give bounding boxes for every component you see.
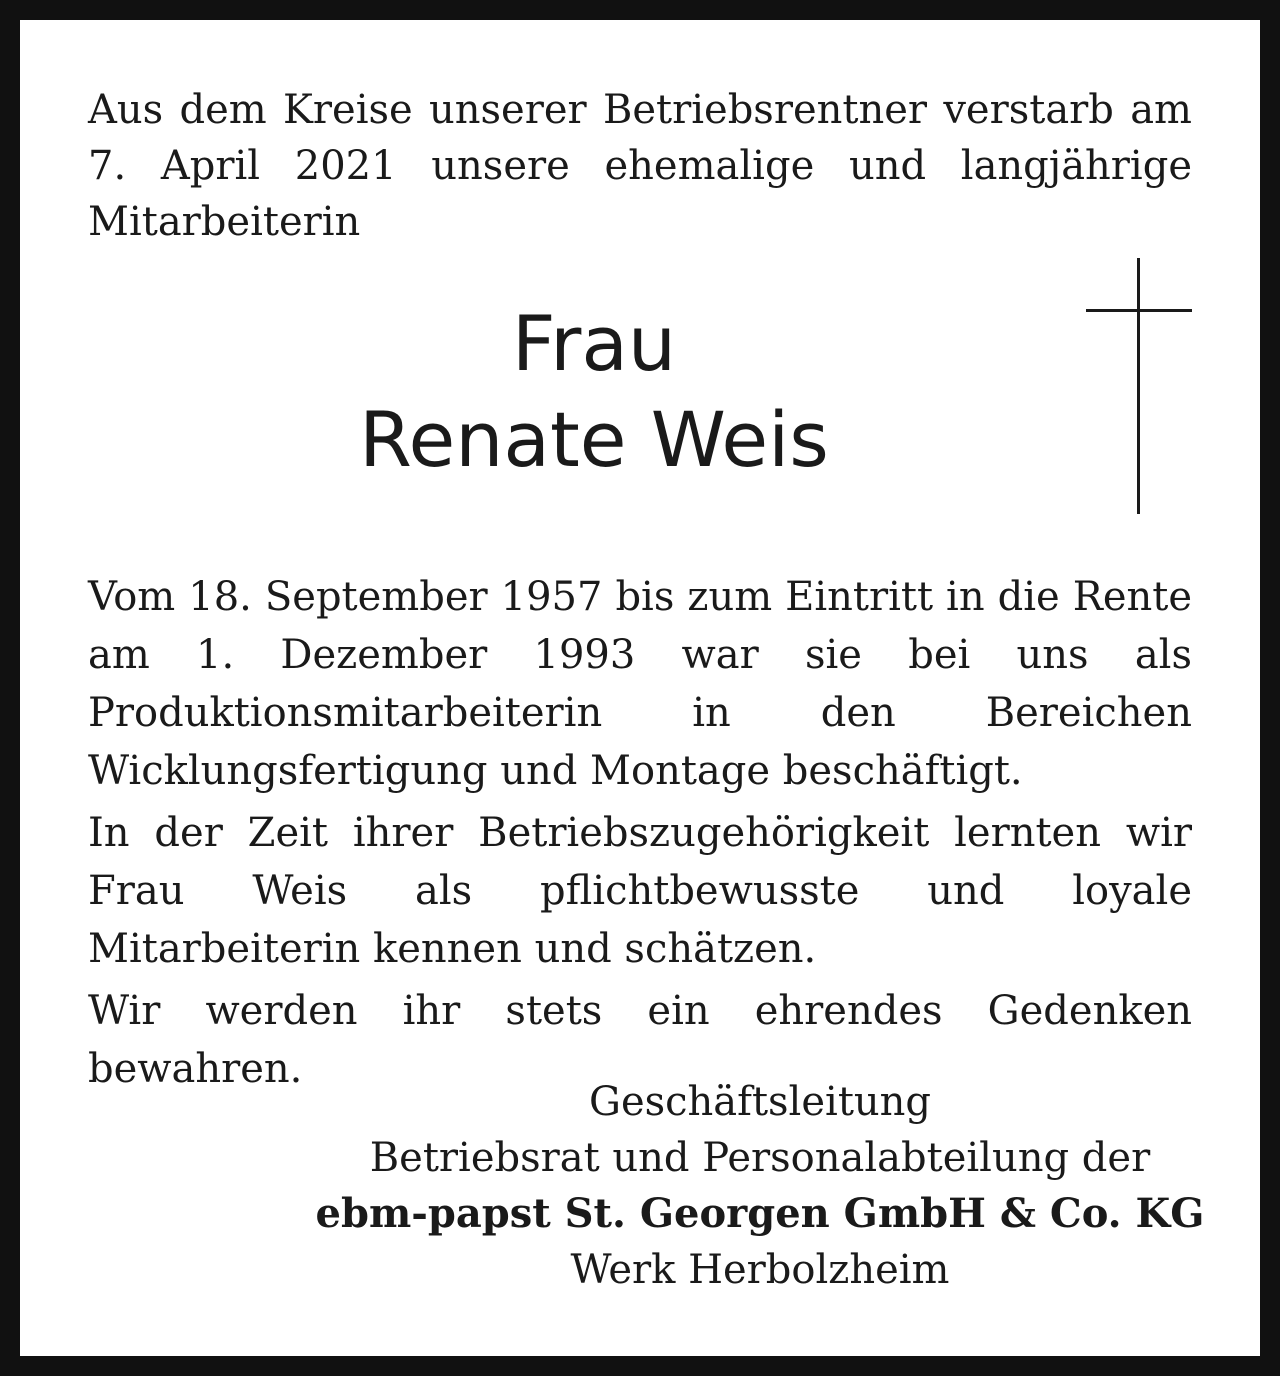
intro-text: Aus dem Kreise unserer Betriebsrentner verstarb am 7. April 2021 unsere ehemalige und langjährige Mitarbeiterin [88,87,1192,245]
paragraph-appreciation: In der Zeit ihrer Betriebszugehörigkeit lernten wir Frau Weis als pflichtbewusste und loyale Mitarbeiterin kennen und schätzen. [88,810,1192,972]
signature-location: Werk Herbolzheim [570,1247,950,1293]
signature-block [310,1074,1210,1298]
deceased-name: Renate Weis [359,395,829,484]
signature-management: Geschäftsleitung [588,1079,932,1125]
cross-icon [1086,258,1192,514]
signature-company: ebm-papst St. Georgen GmbH & Co. KG [315,1190,1205,1237]
body-text [88,568,1192,1102]
salutation: Frau [511,299,677,388]
signature-council: Betriebsrat und Personalabteilung der [369,1135,1151,1181]
name-block [220,296,968,488]
paragraph-employment: Vom 18. September 1957 bis zum Eintritt in die Rente am 1. Dezember 1993 war sie bei uns als Produktionsmitarbeiterin in den Bereichen Wicklungsfertigung und Montage beschäftigt. [88,574,1192,794]
cross-vertical-bar [1137,258,1140,514]
cross-horizontal-bar [1086,309,1192,312]
paragraph-remembrance: Wir werden ihr stets ein ehrendes Gedenken bewahren. [88,988,1192,1092]
